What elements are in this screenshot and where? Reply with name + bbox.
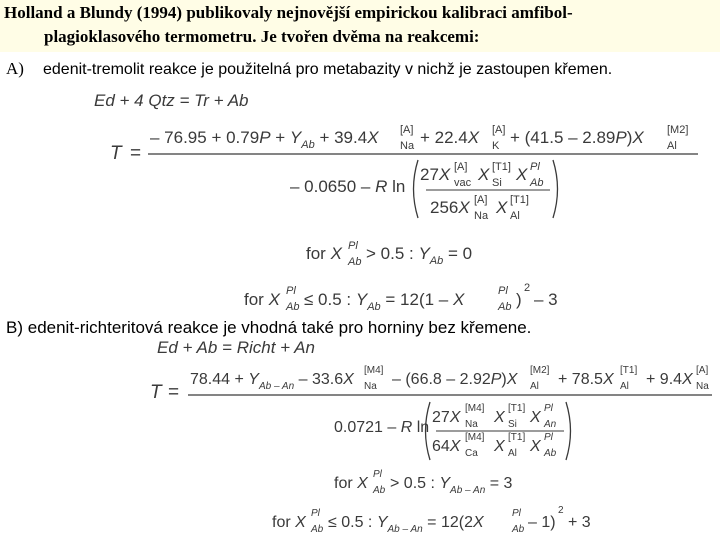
svg-text:[A]: [A] xyxy=(492,124,506,136)
svg-text:64X: 64X xyxy=(432,438,461,455)
svg-text:> 0.5 : YAb = 0: > 0.5 : $Y_{Ab} = 0$ xyxy=(366,244,473,267)
svg-text:Al: Al xyxy=(508,448,517,459)
equation-b-temperature xyxy=(150,365,712,460)
svg-text:[M4]: [M4] xyxy=(364,365,384,376)
svg-text:vac: vac xyxy=(454,177,472,189)
svg-text:Na: Na xyxy=(364,381,377,392)
section-b-heading xyxy=(6,318,533,338)
svg-text:+ 22.4X: + 22.4X xyxy=(420,128,480,147)
svg-text:Ab: Ab xyxy=(544,448,557,459)
section-a-text: edenit-tremolit reakce je použitelná pro metabazity v nichž je zastoupen křemen. xyxy=(43,61,613,78)
svg-text:[A]: [A] xyxy=(400,124,414,136)
svg-text:Al: Al xyxy=(530,381,539,392)
svg-text:X: X xyxy=(496,198,508,217)
svg-text:– 76.95 + 0.79P + YAb + 39.4X: – $76.95 + 0.79P + Y_{Ab} + 39.4X$ xyxy=(150,128,379,151)
svg-text:Pl: Pl xyxy=(348,240,358,252)
svg-text:X: X xyxy=(494,409,505,426)
svg-text:for X: for X xyxy=(334,475,368,492)
svg-text:– 1): – 1) xyxy=(528,514,556,531)
equation-a-reaction xyxy=(94,91,249,110)
svg-text:[T1]: [T1] xyxy=(620,365,638,376)
svg-text:Pl: Pl xyxy=(498,285,508,297)
svg-text:Si: Si xyxy=(508,419,517,430)
svg-text:Pl: Pl xyxy=(544,403,553,414)
svg-text:[M4]: [M4] xyxy=(465,432,485,443)
svg-text:X: X xyxy=(530,438,541,455)
svg-text:Ca: Ca xyxy=(465,448,478,459)
equation-a-temperature xyxy=(110,124,698,222)
svg-text:for X: for X xyxy=(306,244,342,263)
svg-text:– 0.0650 – R ln: – 0.0650 – R ln xyxy=(290,177,406,196)
svg-text:Si: Si xyxy=(492,177,502,189)
svg-text:X: X xyxy=(530,409,541,426)
svg-text:for X: for X xyxy=(244,290,280,309)
svg-text:): ) xyxy=(516,290,522,309)
svg-text:78.44 + YAb – An – 33.6X: $78.44 + Y_{Ab - An} - 33.6X$ xyxy=(190,371,354,392)
svg-text:=: = xyxy=(130,143,142,164)
svg-text:0.0721 – R ln: 0.0721 – R ln xyxy=(334,419,430,436)
svg-text:X: X xyxy=(494,438,505,455)
svg-text:X: X xyxy=(516,165,528,184)
svg-text:Ed + 4 Qtz = Tr + Ab: Ed + 4 Qtz = Tr + Ab xyxy=(94,91,249,110)
svg-text:[A]: [A] xyxy=(454,161,468,173)
svg-text:Pl: Pl xyxy=(373,469,382,480)
equation-a-condition-1 xyxy=(306,240,472,268)
svg-text:Na: Na xyxy=(474,210,489,222)
header-line-1: Holland a Blundy (1994) publikovaly nejnovější empirickou kalibraci amfibol- xyxy=(4,3,573,22)
svg-text:27X: 27X xyxy=(420,165,451,184)
svg-text:[T1]: [T1] xyxy=(510,194,529,206)
svg-text:2: 2 xyxy=(524,282,531,294)
equation-b-condition-2 xyxy=(272,505,591,535)
svg-text:[M2]: [M2] xyxy=(667,124,689,136)
svg-text:X: X xyxy=(478,165,490,184)
svg-text:Pl: Pl xyxy=(530,161,540,173)
svg-text:K: K xyxy=(492,140,500,152)
section-a-label: A) xyxy=(6,59,24,78)
svg-text:T: T xyxy=(150,382,162,403)
svg-text:+ 9.4X: + 9.4X xyxy=(646,371,693,388)
svg-text:2: 2 xyxy=(558,505,564,516)
svg-text:[M2]: [M2] xyxy=(530,365,550,376)
svg-text:Ab: Ab xyxy=(512,524,525,535)
svg-text:Pl: Pl xyxy=(286,285,296,297)
svg-text:[T1]: [T1] xyxy=(508,403,526,414)
svg-text:Al: Al xyxy=(620,381,629,392)
section-b-text: edenit-richteritová reakce je vhodná také pro horniny bez křemene. xyxy=(27,318,532,337)
svg-text:[M4]: [M4] xyxy=(465,403,485,414)
svg-text:[T1]: [T1] xyxy=(492,161,511,173)
svg-text:Ab: Ab xyxy=(348,256,362,268)
equation-b-reaction xyxy=(157,338,315,357)
svg-text:+ (41.5 – 2.89P)X: + (41.5 – 2.89P)X xyxy=(510,128,644,147)
svg-text:Ab: Ab xyxy=(498,301,512,313)
equation-b-condition-1 xyxy=(334,469,513,496)
svg-text:+ 78.5X: + 78.5X xyxy=(558,371,614,388)
svg-text:Al: Al xyxy=(510,210,520,222)
svg-text:≤ 0.5 : YAb – An = 12(2X: ≤ 0.5 : $Y_{Ab - An} = 12(2X$ xyxy=(328,514,484,535)
svg-text:Na: Na xyxy=(465,419,478,430)
svg-text:+ 3: + 3 xyxy=(568,514,591,531)
svg-text:256X: 256X xyxy=(430,198,470,217)
svg-text:[A]: [A] xyxy=(696,365,709,376)
svg-text:An: An xyxy=(544,419,557,430)
svg-text:– 3: – 3 xyxy=(534,290,558,309)
svg-text:Na: Na xyxy=(696,381,709,392)
svg-text:≤ 0.5 : YAb = 12(1 – X: ≤ 0.5 : $Y_{Ab} = 12(1 - X$ xyxy=(304,290,465,313)
svg-text:Ed + Ab = Richt + An: Ed + Ab = Richt + An xyxy=(157,338,315,357)
svg-text:> 0.5 : YAb – An = 3: > 0.5 : $Y_{Ab - An} = 3$ xyxy=(390,475,513,496)
svg-text:Ab: Ab xyxy=(530,177,544,189)
svg-text:T: T xyxy=(110,143,122,164)
svg-text:Pl: Pl xyxy=(311,508,320,519)
section-b-label: B) xyxy=(6,318,23,337)
svg-text:Al: Al xyxy=(667,140,677,152)
equation-a-condition-2 xyxy=(244,282,558,313)
svg-text:[A]: [A] xyxy=(474,194,488,206)
svg-text:Ab: Ab xyxy=(311,524,324,535)
svg-text:[T1]: [T1] xyxy=(508,432,526,443)
svg-text:27X: 27X xyxy=(432,409,461,426)
svg-text:Na: Na xyxy=(400,140,415,152)
svg-text:for X: for X xyxy=(272,514,306,531)
svg-text:Ab: Ab xyxy=(286,301,300,313)
svg-text:Pl: Pl xyxy=(512,508,521,519)
svg-text:=: = xyxy=(168,382,180,403)
header-line-2: plagioklasového termometru. Je tvořen dvěma na reakcemi: xyxy=(44,27,480,46)
svg-text:Ab: Ab xyxy=(373,485,386,496)
svg-text:– (66.8 – 2.92P)X: – (66.8 – 2.92P)X xyxy=(392,371,518,388)
svg-text:Pl: Pl xyxy=(544,432,553,443)
